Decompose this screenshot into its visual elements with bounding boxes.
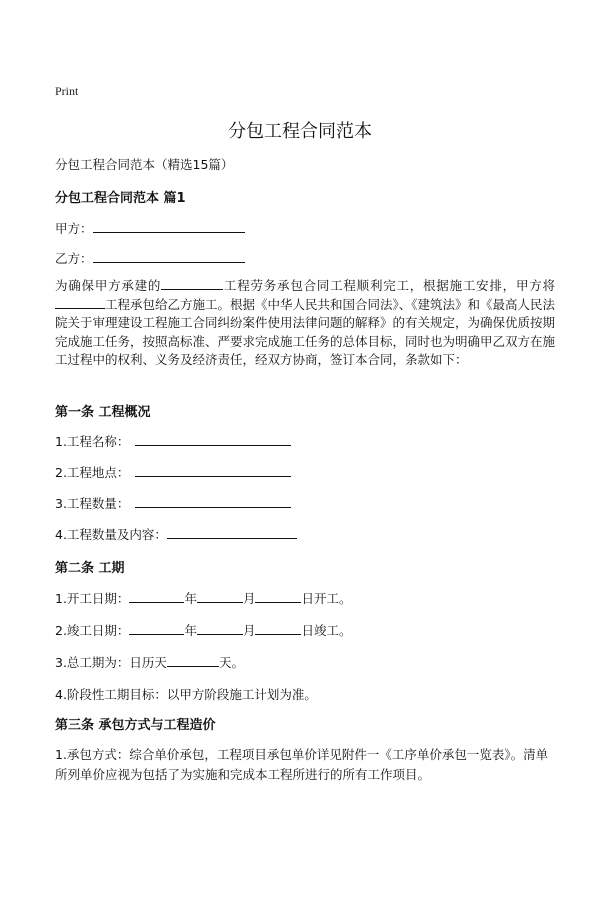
total-duration-line [55,653,244,671]
party-a-blank [93,220,245,233]
intro-part-1: 为确保甲方承建的 [55,278,162,293]
intro-paragraph [55,277,555,370]
intro-part-2: 工程劳务承包合同工程顺利完工，根据施工安排，甲方将 [223,278,555,293]
end-date-line [55,621,351,639]
intro-part-3: 工程承包给乙方施工。根据《中华人民共和国合同法》、《建筑法》和《最高人民法院关于审理建设工程施工合同纠纷案件使用法律问题的解释》的有关规定，为确保优质按期完成施工任务，按照高标准、严要求完成施工任务的总体目标，同时也为明确甲乙双方在施工过程中的权利、义务及经济责任，经双方协商，签订本合同，条款如下： [55,296,556,368]
start-month-blank [197,590,243,603]
start-month-unit: 月 [242,591,256,606]
project-content-label: 4.工程数量及内容： [55,527,167,542]
project-content-line [55,525,297,543]
total-duration-blank [167,654,219,667]
print-label: Print [55,84,79,98]
article-heading: 分包工程合同范本 篇1 [55,191,186,206]
document-title: 分包工程合同范本 [228,121,372,142]
start-day-suffix: 日开工。 [301,591,352,606]
section-2-heading: 第二条 工期 [55,561,125,576]
start-year-blank [129,590,184,603]
end-year-blank [129,622,184,635]
project-quantity-label: 3.工程数量： [55,496,130,511]
section-1-heading: 第一条 工程概况 [55,405,151,420]
intro-blank-2 [55,296,105,309]
start-date-label: 1.开工日期： [55,591,130,606]
party-a-line [55,219,245,237]
contract-method-paragraph: 1.承包方式：综合单价承包，工程项目承包单价详见附件一《工序单价承包一览表》。清单所列单价应视为包括了为实施和完成本工程所进行的所有工作项目。 [55,747,549,782]
document-subtitle: 分包工程合同范本（精选15篇） [55,157,234,172]
party-a-label: 甲方： [55,221,93,236]
section-3-heading: 第三条 承包方式与工程造价 [55,718,216,733]
end-year-unit: 年 [184,623,197,638]
project-name-line [55,432,291,450]
end-day-suffix: 日竣工。 [301,623,352,638]
intro-blank-1 [161,277,223,290]
project-content-blank [167,526,297,539]
start-year-unit: 年 [184,591,197,606]
start-date-line [55,589,351,607]
end-day-blank [255,622,301,635]
start-day-blank [255,590,301,603]
end-month-blank [197,622,243,635]
stage-target-line: 4.阶段性工期目标：以甲方阶段施工计划为准。 [55,687,317,702]
end-month-unit: 月 [242,623,256,638]
total-duration-suffix: 天。 [218,655,244,670]
party-b-blank [93,250,245,263]
party-b-label: 乙方： [55,251,93,266]
project-location-label: 2.工程地点： [55,465,130,480]
total-duration-label: 3.总工期为：日历天 [55,655,167,670]
project-name-label: 1.工程名称： [55,434,130,449]
project-location-line [55,463,291,481]
project-quantity-blank [135,495,291,508]
project-name-blank [135,433,291,446]
party-b-line [55,249,245,267]
end-date-label: 2.竣工日期： [55,623,130,638]
project-quantity-line [55,494,291,512]
project-location-blank [135,464,291,477]
